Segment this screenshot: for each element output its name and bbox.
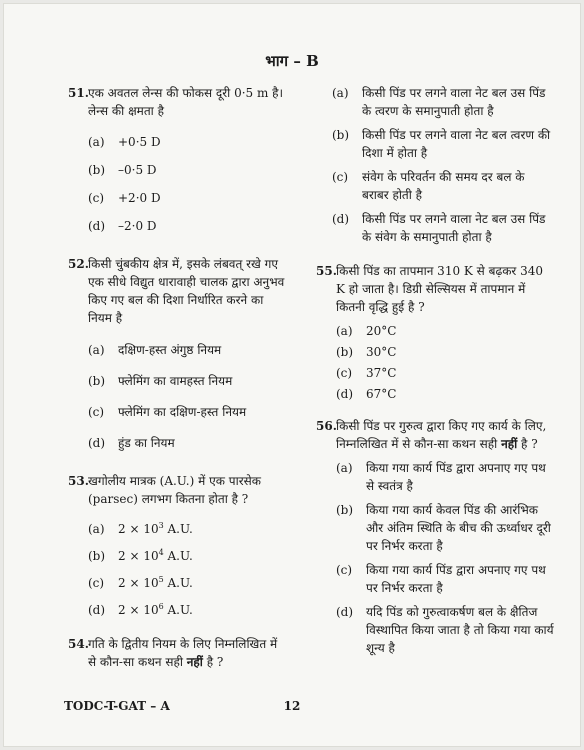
option-label: (d) xyxy=(336,605,354,619)
option-label: (d) xyxy=(336,387,354,401)
option-text: किया गया कार्य केवल पिंड की आरंभिक और अंतिम स्थिति के बीच की ऊर्ध्वाधर दूरी पर निर्भर करता है xyxy=(366,503,551,553)
option-52-b xyxy=(88,372,288,390)
section-heading: भाग – B xyxy=(265,52,319,70)
option-52-c xyxy=(88,403,288,421)
question-stem: खगोलीय मात्रक (A.U.) में एक पारसेक (parsec) लगभग कितना होता है ? xyxy=(88,474,261,506)
option-text: $2 \times 10^5$ A.U. xyxy=(118,575,193,590)
option-text: फ्लेमिंग का वामहस्त नियम xyxy=(118,374,233,388)
option-56-d xyxy=(336,603,554,657)
option-text: 20°C xyxy=(366,324,397,338)
option-51-d xyxy=(88,217,288,235)
left-column xyxy=(68,84,288,671)
question-55 xyxy=(316,262,554,316)
option-label: (d) xyxy=(88,436,106,450)
question-stem: किसी पिंड का तापमान 310 K से बढ़कर 340 K हो जाता है। डिग्री सेल्सियस में तापमान में कितनी वृद्धि हुई है ? xyxy=(336,264,544,314)
option-text: $2 \times 10^4$ A.U. xyxy=(118,548,193,563)
option-label: (c) xyxy=(88,576,105,590)
paper-code: TODC-T-GAT – A xyxy=(64,699,170,713)
option-53-a xyxy=(88,520,288,538)
right-column xyxy=(316,84,554,657)
option-54-d xyxy=(332,210,554,246)
option-label: (a) xyxy=(332,86,349,100)
option-text: दक्षिण-हस्त अंगुष्ठ नियम xyxy=(118,343,222,357)
option-label: (d) xyxy=(332,212,350,226)
question-number: 54. xyxy=(68,637,89,651)
option-label: (a) xyxy=(88,135,105,149)
option-label: (d) xyxy=(88,219,106,233)
option-text: किया गया कार्य पिंड द्वारा अपनाए गए पथ से स्वतंत्र है xyxy=(366,461,546,493)
option-54-b xyxy=(332,126,554,162)
option-55-a xyxy=(336,322,554,340)
option-text: हुंड का नियम xyxy=(118,436,175,450)
option-52-d xyxy=(88,434,288,452)
option-label: (a) xyxy=(88,522,105,536)
question-number: 52. xyxy=(68,257,89,271)
option-text: किसी पिंड पर लगने वाला नेट बल उस पिंड के संवेग के समानुपाती होता है xyxy=(362,212,546,244)
option-text: 37°C xyxy=(366,366,397,380)
option-text: किया गया कार्य पिंड द्वारा अपनाए गए पथ पर निर्भर करता है xyxy=(366,563,546,595)
option-text: यदि पिंड को गुरुत्वाकर्षण बल के क्षैतिज विस्थापित किया जाता है तो किया गया कार्य शून्य है xyxy=(366,605,554,655)
option-text: $2 \times 10^3$ A.U. xyxy=(118,521,193,536)
option-text: 67°C xyxy=(366,387,397,401)
question-54 xyxy=(68,635,288,671)
question-number: 51. xyxy=(68,86,89,100)
question-number: 53. xyxy=(68,474,89,488)
option-text: किसी पिंड पर लगने वाला नेट बल त्वरण की दिशा में होता है xyxy=(362,128,551,160)
option-label: (c) xyxy=(332,170,349,184)
option-label: (b) xyxy=(88,163,106,177)
option-55-b xyxy=(336,343,554,361)
option-53-b xyxy=(88,547,288,565)
option-label: (a) xyxy=(336,461,353,475)
option-label: (b) xyxy=(336,345,354,359)
option-label: (b) xyxy=(332,128,350,142)
option-56-c xyxy=(336,561,554,597)
option-54-c xyxy=(332,168,554,204)
option-label: (a) xyxy=(336,324,353,338)
option-text: –0·5 D xyxy=(118,163,157,177)
question-stem: गति के द्वितीय नियम के लिए निम्नलिखित में से कौन-सा कथन सही नहीं है ? xyxy=(88,637,278,669)
option-51-a xyxy=(88,133,288,151)
option-51-c xyxy=(88,189,288,207)
option-text: +0·5 D xyxy=(118,135,161,149)
option-label: (a) xyxy=(88,343,105,357)
option-text: फ्लेमिंग का दक्षिण-हस्त नियम xyxy=(118,405,247,419)
option-55-d xyxy=(336,385,554,403)
exam-page xyxy=(4,4,580,746)
question-51 xyxy=(68,84,288,120)
option-text: –2·0 D xyxy=(118,219,157,233)
question-53 xyxy=(68,472,288,508)
option-text: +2·0 D xyxy=(118,191,161,205)
option-55-c xyxy=(336,364,554,382)
question-stem: किसी पिंड पर गुरुत्व द्वारा किए गए कार्य के लिए, निम्नलिखित में से कौन-सा कथन सही नहीं है ? xyxy=(336,419,547,451)
option-text: 30°C xyxy=(366,345,397,359)
option-text: संवेग के परिवर्तन की समय दर बल के बराबर होती है xyxy=(362,170,525,202)
option-56-a xyxy=(336,459,554,495)
option-label: (b) xyxy=(88,549,106,563)
question-number: 55. xyxy=(316,264,337,278)
question-52 xyxy=(68,255,288,327)
option-52-a xyxy=(88,341,288,359)
option-53-d xyxy=(88,601,288,619)
option-54-a xyxy=(332,84,554,120)
option-56-b xyxy=(336,501,554,555)
question-56 xyxy=(316,417,554,453)
question-stem: एक अवतल लेन्स की फोकस दूरी 0·5 m है। लेन्स की क्षमता है xyxy=(88,86,284,118)
option-label: (b) xyxy=(336,503,354,517)
option-label: (b) xyxy=(88,374,106,388)
option-label: (c) xyxy=(88,191,105,205)
option-51-b xyxy=(88,161,288,179)
page-number: 12 xyxy=(283,699,301,713)
question-stem: किसी चुंबकीय क्षेत्र में, इसके लंबवत् रखे गए एक सीधे विद्युत धारावाही चालक द्वारा अनुभव किए गए बल की दिशा निर्धारित करने का नियम है xyxy=(88,257,285,325)
option-53-c xyxy=(88,574,288,592)
option-label: (d) xyxy=(88,603,106,617)
option-label: (c) xyxy=(336,563,353,577)
question-number: 56. xyxy=(316,419,337,433)
option-label: (c) xyxy=(88,405,105,419)
option-text: किसी पिंड पर लगने वाला नेट बल उस पिंड के त्वरण के समानुपाती होता है xyxy=(362,86,546,118)
option-text: $2 \times 10^6$ A.U. xyxy=(118,602,193,617)
option-label: (c) xyxy=(336,366,353,380)
